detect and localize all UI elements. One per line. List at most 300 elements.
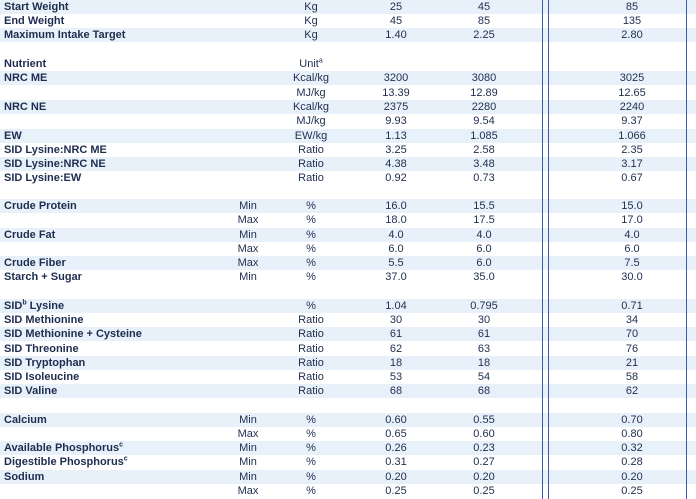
- value-phase-1: [362, 71, 430, 85]
- row-label: [4, 157, 229, 171]
- value-phase-1-text: 16.0: [385, 200, 407, 212]
- value-phase-1-text: 6.0: [388, 243, 404, 255]
- value-phase-1: [362, 185, 430, 199]
- min-max-cell: [230, 470, 266, 484]
- value-phase-3-text: 3025: [619, 72, 645, 84]
- row-label-text: SID Valine: [4, 385, 58, 397]
- min-max-cell: [230, 313, 266, 327]
- row-label: [4, 228, 229, 242]
- row-label-text: Nutrient: [4, 58, 47, 70]
- value-phase-2-text: 68: [477, 385, 491, 397]
- unit-cell: [266, 413, 356, 427]
- value-phase-2-text: 2.58: [473, 144, 495, 156]
- value-phase-1-text: 4.38: [385, 158, 407, 170]
- min-max-cell-text: Min: [239, 456, 257, 468]
- min-max-cell: [230, 86, 266, 100]
- row-label: [4, 100, 229, 114]
- value-phase-3: [580, 129, 684, 143]
- unit-cell-text: %: [306, 414, 316, 426]
- value-phase-3: [580, 384, 684, 398]
- table-row: [0, 213, 696, 227]
- row-label: [4, 384, 229, 398]
- min-max-cell-text: Max: [237, 214, 259, 226]
- unit-cell: [266, 213, 356, 227]
- min-max-cell-text: Min: [239, 271, 257, 283]
- value-phase-1-text: 45: [389, 15, 403, 27]
- value-phase-3: [580, 342, 684, 356]
- unit-cell-text: %: [306, 428, 316, 440]
- value-phase-3: [580, 57, 684, 71]
- row-label-text: SID Threonine: [4, 343, 79, 355]
- value-phase-2: [444, 327, 524, 341]
- value-phase-1-text: 13.39: [382, 87, 410, 99]
- value-phase-1: [362, 157, 430, 171]
- value-phase-1-text: 0.60: [385, 414, 407, 426]
- value-phase-1-text: 62: [389, 343, 403, 355]
- table-row: [0, 299, 696, 313]
- row-label-text: SID: [4, 300, 23, 312]
- value-phase-1-text: 61: [389, 328, 403, 340]
- value-phase-1-text: 30: [389, 314, 403, 326]
- unit-cell: [266, 157, 356, 171]
- table-row: [0, 86, 696, 100]
- row-label-text: SID Methionine + Cysteine: [4, 328, 142, 340]
- min-max-cell: [230, 100, 266, 114]
- value-phase-3: [580, 71, 684, 85]
- column-rule: [548, 0, 549, 499]
- unit-cell-text: %: [306, 471, 316, 483]
- value-phase-1: [362, 86, 430, 100]
- value-phase-1-text: 1.40: [385, 29, 407, 41]
- value-phase-3: [580, 0, 684, 14]
- min-max-cell: [230, 228, 266, 242]
- value-phase-1: [362, 171, 430, 185]
- row-label-text: SID Isoleucine: [4, 371, 80, 383]
- row-label: [4, 129, 229, 143]
- value-phase-1-text: 25: [389, 1, 403, 13]
- row-label: [4, 370, 229, 384]
- unit-cell: [266, 100, 356, 114]
- row-label: [4, 413, 229, 427]
- value-phase-3: [580, 143, 684, 157]
- value-phase-3: [580, 270, 684, 284]
- unit-cell: [266, 313, 356, 327]
- value-phase-2: [444, 71, 524, 85]
- value-phase-2-text: 63: [477, 343, 491, 355]
- value-phase-2-text: 35.0: [473, 271, 495, 283]
- value-phase-1-text: 18.0: [385, 214, 407, 226]
- unit-cell: [266, 228, 356, 242]
- value-phase-3-text: 2.80: [621, 29, 643, 41]
- min-max-cell: [230, 256, 266, 270]
- min-max-cell: [230, 270, 266, 284]
- row-label-text: EW: [4, 130, 22, 142]
- min-max-cell: [230, 413, 266, 427]
- value-phase-1: [362, 484, 430, 498]
- unit-cell: [266, 270, 356, 284]
- min-max-cell: [230, 484, 266, 498]
- min-max-cell: [230, 57, 266, 71]
- row-label-text: NRC ME: [4, 72, 48, 84]
- table-row: [0, 71, 696, 85]
- row-label-text: Crude Fiber: [4, 257, 66, 269]
- value-phase-2: [444, 399, 524, 413]
- table-row: [0, 285, 696, 299]
- unit-cell: [266, 299, 356, 313]
- value-phase-1-text: 53: [389, 371, 403, 383]
- row-label: [4, 199, 229, 213]
- value-phase-3-text: 0.71: [621, 300, 643, 312]
- row-label-text: Calcium: [4, 414, 47, 426]
- value-phase-2: [444, 228, 524, 242]
- value-phase-2-text: 0.20: [473, 471, 495, 483]
- unit-cell-text: Ratio: [298, 314, 324, 326]
- unit-cell: [266, 384, 356, 398]
- min-max-cell: [230, 342, 266, 356]
- value-phase-1-text: 3.25: [385, 144, 407, 156]
- value-phase-3-text: 0.28: [621, 456, 643, 468]
- value-phase-3-text: 0.20: [621, 471, 643, 483]
- value-phase-3-text: 0.80: [621, 428, 643, 440]
- unit-cell-text: %: [306, 442, 316, 454]
- row-label: [4, 71, 229, 85]
- value-phase-2: [444, 455, 524, 469]
- unit-cell-text: %: [306, 300, 316, 312]
- table-row: [0, 313, 696, 327]
- unit-cell-footnote: a: [318, 57, 323, 65]
- value-phase-1-text: 68: [389, 385, 403, 397]
- table-row: [0, 42, 696, 56]
- min-max-cell: [230, 0, 266, 14]
- value-phase-2-text: 1.085: [470, 130, 498, 142]
- value-phase-2-text: 0.27: [473, 456, 495, 468]
- value-phase-1: [362, 285, 430, 299]
- min-max-cell: [230, 157, 266, 171]
- value-phase-1-text: 2375: [383, 101, 409, 113]
- unit-cell: [266, 129, 356, 143]
- unit-cell-text: %: [306, 243, 316, 255]
- value-phase-3-text: 2.35: [621, 144, 643, 156]
- min-max-cell: [230, 71, 266, 85]
- value-phase-2: [444, 129, 524, 143]
- table-row: [0, 256, 696, 270]
- table-row: [0, 384, 696, 398]
- unit-cell-text: Ratio: [298, 172, 324, 184]
- value-phase-2: [444, 285, 524, 299]
- value-phase-3-text: 70: [625, 328, 639, 340]
- value-phase-2-text: 6.0: [476, 243, 492, 255]
- table-row: [0, 0, 696, 14]
- value-phase-2: [444, 143, 524, 157]
- value-phase-1: [362, 129, 430, 143]
- min-max-cell: [230, 14, 266, 28]
- value-phase-1: [362, 313, 430, 327]
- value-phase-1-text: 9.93: [385, 115, 407, 127]
- value-phase-3: [580, 100, 684, 114]
- value-phase-3-text: 6.0: [624, 243, 640, 255]
- row-label-text: Sodium: [4, 471, 45, 483]
- row-label-text: Digestible Phosphorus: [4, 456, 124, 468]
- min-max-cell: [230, 42, 266, 56]
- row-label-text: Maximum Intake Target: [4, 29, 126, 41]
- min-max-cell-text: Min: [239, 414, 257, 426]
- value-phase-2-text: 54: [477, 371, 491, 383]
- table-row: [0, 270, 696, 284]
- value-phase-1: [362, 143, 430, 157]
- row-label: [4, 256, 229, 270]
- min-max-cell: [230, 399, 266, 413]
- value-phase-2: [444, 14, 524, 28]
- table-row: [0, 427, 696, 441]
- value-phase-1-text: 3200: [383, 72, 409, 84]
- unit-cell-text: Ratio: [298, 357, 324, 369]
- value-phase-1-text: 0.25: [385, 485, 407, 497]
- value-phase-2: [444, 484, 524, 498]
- value-phase-3: [580, 185, 684, 199]
- unit-cell-text: Kcal/kg: [292, 72, 330, 84]
- value-phase-3: [580, 14, 684, 28]
- value-phase-1: [362, 0, 430, 14]
- value-phase-3: [580, 199, 684, 213]
- row-label-text: Available Phosphorus: [4, 442, 120, 454]
- unit-cell-text: Kg: [304, 1, 318, 13]
- value-phase-2-text: 0.23: [473, 442, 495, 454]
- table-row: [0, 14, 696, 28]
- min-max-cell: [230, 285, 266, 299]
- table-row: [0, 100, 696, 114]
- value-phase-1-text: 0.26: [385, 442, 407, 454]
- row-label: [4, 114, 229, 128]
- unit-cell: [266, 427, 356, 441]
- value-phase-1-text: 1.04: [385, 300, 407, 312]
- value-phase-2: [444, 313, 524, 327]
- unit-cell: [266, 470, 356, 484]
- value-phase-3: [580, 484, 684, 498]
- value-phase-2: [444, 441, 524, 455]
- value-phase-3-text: 12.65: [618, 87, 646, 99]
- value-phase-3: [580, 327, 684, 341]
- column-rule: [686, 0, 687, 499]
- value-phase-2-text: 2280: [471, 101, 497, 113]
- value-phase-1: [362, 42, 430, 56]
- unit-cell: [266, 171, 356, 185]
- min-max-cell: [230, 427, 266, 441]
- table-row: [0, 342, 696, 356]
- value-phase-3: [580, 42, 684, 56]
- row-label-text: SID Lysine:NRC NE: [4, 158, 106, 170]
- value-phase-3-text: 17.0: [621, 214, 643, 226]
- value-phase-1: [362, 370, 430, 384]
- value-phase-3: [580, 114, 684, 128]
- row-label: [4, 455, 229, 469]
- row-label-text: SID Lysine:NRC ME: [4, 144, 107, 156]
- min-max-cell-text: Max: [237, 243, 259, 255]
- value-phase-3: [580, 370, 684, 384]
- row-label-footnote: b: [22, 299, 27, 307]
- table-row: [0, 199, 696, 213]
- row-label: [4, 399, 229, 413]
- value-phase-2-text: 0.55: [473, 414, 495, 426]
- value-phase-1: [362, 28, 430, 42]
- row-label: [4, 484, 229, 498]
- min-max-cell: [230, 356, 266, 370]
- unit-cell-text: %: [306, 456, 316, 468]
- row-label: [4, 0, 229, 14]
- row-label: [4, 342, 229, 356]
- unit-cell-text: Ratio: [298, 328, 324, 340]
- row-label: [4, 57, 229, 71]
- value-phase-3-text: 7.5: [624, 257, 640, 269]
- value-phase-2: [444, 413, 524, 427]
- table-row: [0, 327, 696, 341]
- value-phase-2: [444, 427, 524, 441]
- value-phase-1: [362, 455, 430, 469]
- row-label: [4, 14, 229, 28]
- value-phase-1: [362, 342, 430, 356]
- value-phase-1: [362, 14, 430, 28]
- row-label: [4, 213, 229, 227]
- value-phase-3: [580, 213, 684, 227]
- value-phase-2-text: 17.5: [473, 214, 495, 226]
- value-phase-2-text: 4.0: [476, 229, 492, 241]
- value-phase-2-text: 12.89: [470, 87, 498, 99]
- value-phase-1: [362, 299, 430, 313]
- value-phase-3: [580, 356, 684, 370]
- value-phase-2: [444, 384, 524, 398]
- value-phase-2: [444, 242, 524, 256]
- table-row: [0, 129, 696, 143]
- row-label-footnote: c: [119, 441, 124, 449]
- row-label-text: Starch + Sugar: [4, 271, 82, 283]
- row-label-text: SID Methionine: [4, 314, 84, 326]
- unit-cell: [266, 86, 356, 100]
- value-phase-1: [362, 256, 430, 270]
- value-phase-3-text: 34: [625, 314, 639, 326]
- min-max-cell: [230, 185, 266, 199]
- value-phase-3-text: 3.17: [621, 158, 643, 170]
- row-label: [4, 185, 229, 199]
- unit-cell-text: Ratio: [298, 144, 324, 156]
- unit-cell-text: Kg: [304, 29, 318, 41]
- row-label: [4, 441, 229, 455]
- value-phase-3: [580, 313, 684, 327]
- value-phase-1: [362, 356, 430, 370]
- row-label: [4, 427, 229, 441]
- value-phase-2: [444, 256, 524, 270]
- value-phase-3: [580, 299, 684, 313]
- row-label: [4, 299, 229, 313]
- table-row: [0, 228, 696, 242]
- unit-cell: [266, 327, 356, 341]
- min-max-cell: [230, 143, 266, 157]
- value-phase-3: [580, 285, 684, 299]
- value-phase-2: [444, 213, 524, 227]
- value-phase-3: [580, 28, 684, 42]
- value-phase-1: [362, 199, 430, 213]
- value-phase-2: [444, 270, 524, 284]
- value-phase-3-text: 2240: [619, 101, 645, 113]
- value-phase-3-text: 15.0: [621, 200, 643, 212]
- value-phase-2: [444, 185, 524, 199]
- value-phase-1: [362, 57, 430, 71]
- min-max-cell-text: Min: [239, 471, 257, 483]
- value-phase-1: [362, 470, 430, 484]
- unit-cell-text: Unit: [299, 58, 319, 70]
- min-max-cell-text: Max: [237, 485, 259, 497]
- unit-cell: [266, 0, 356, 14]
- row-label: [4, 356, 229, 370]
- min-max-cell: [230, 384, 266, 398]
- unit-cell: [266, 71, 356, 85]
- value-phase-1-text: 5.5: [388, 257, 404, 269]
- value-phase-1-text: 37.0: [385, 271, 407, 283]
- unit-cell-text: Kcal/kg: [292, 101, 330, 113]
- unit-cell-text: Ratio: [298, 158, 324, 170]
- table-row: [0, 57, 696, 71]
- value-phase-2: [444, 42, 524, 56]
- value-phase-1: [362, 213, 430, 227]
- row-label: [4, 327, 229, 341]
- unit-cell: [266, 42, 356, 56]
- value-phase-1: [362, 384, 430, 398]
- row-label: [4, 171, 229, 185]
- min-max-cell: [230, 213, 266, 227]
- min-max-cell: [230, 327, 266, 341]
- row-label-text: SID Tryptophan: [4, 357, 86, 369]
- min-max-cell: [230, 370, 266, 384]
- value-phase-1: [362, 413, 430, 427]
- value-phase-3-text: 0.67: [621, 172, 643, 184]
- unit-cell: [266, 399, 356, 413]
- value-phase-1-text: 4.0: [388, 229, 404, 241]
- min-max-cell-text: Max: [237, 428, 259, 440]
- unit-cell: [266, 342, 356, 356]
- unit-cell: [266, 455, 356, 469]
- row-label: [4, 285, 229, 299]
- row-label-suffix: Lysine: [26, 300, 65, 312]
- value-phase-2-text: 6.0: [476, 257, 492, 269]
- value-phase-2: [444, 370, 524, 384]
- value-phase-1: [362, 399, 430, 413]
- value-phase-3-text: 0.70: [621, 414, 643, 426]
- table-row: [0, 157, 696, 171]
- value-phase-3: [580, 86, 684, 100]
- value-phase-3: [580, 228, 684, 242]
- value-phase-2: [444, 86, 524, 100]
- value-phase-2: [444, 0, 524, 14]
- value-phase-1: [362, 441, 430, 455]
- min-max-cell: [230, 114, 266, 128]
- unit-cell: [266, 28, 356, 42]
- value-phase-2: [444, 114, 524, 128]
- value-phase-1-text: 0.20: [385, 471, 407, 483]
- row-label-text: Crude Protein: [4, 200, 77, 212]
- min-max-cell: [230, 28, 266, 42]
- unit-cell: [266, 114, 356, 128]
- value-phase-2-text: 3.48: [473, 158, 495, 170]
- table-row: [0, 143, 696, 157]
- row-label: [4, 242, 229, 256]
- min-max-cell: [230, 455, 266, 469]
- value-phase-1: [362, 327, 430, 341]
- unit-cell-text: EW/kg: [294, 130, 328, 142]
- row-label: [4, 470, 229, 484]
- row-label-text: SID Lysine:EW: [4, 172, 82, 184]
- value-phase-1-text: 0.31: [385, 456, 407, 468]
- row-label: [4, 143, 229, 157]
- min-max-cell: [230, 441, 266, 455]
- table-row: [0, 399, 696, 413]
